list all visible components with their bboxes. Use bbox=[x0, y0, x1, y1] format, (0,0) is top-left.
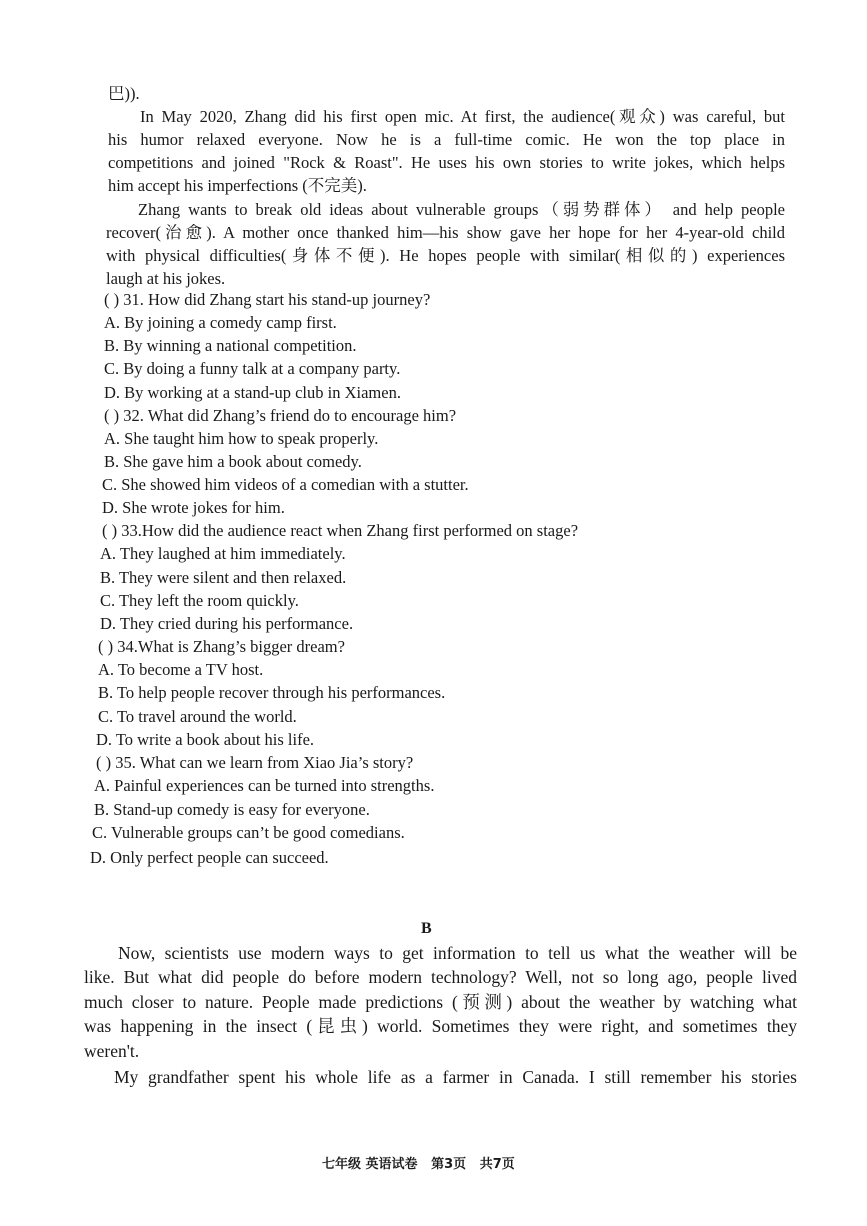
passage-b-p1-line: weren't. bbox=[84, 1041, 140, 1061]
question-31-option-b: B. By winning a national competition. bbox=[104, 336, 357, 355]
passage-fragment: 巴)). bbox=[108, 84, 140, 103]
question-31-option-d: D. By working at a stand-up club in Xiamen. bbox=[104, 383, 401, 402]
section-heading: B bbox=[421, 920, 432, 937]
page-footer: 七年级 英语试卷 第3页 共7页 bbox=[322, 1157, 515, 1172]
question-33-option-c: C. They left the room quickly. bbox=[100, 591, 299, 610]
question-32-option-a: A. She taught him how to speak properly. bbox=[104, 429, 379, 448]
passage-b-p2-line: My grandfather spent his whole life as a farmer in Canada. I still remember his stories bbox=[114, 1067, 797, 1087]
passage-b-p1-line: was happening in the insect (昆虫) world. Sometimes they were right, and sometimes they bbox=[84, 1016, 797, 1036]
passage-a-p2-line: laugh at his jokes. bbox=[106, 269, 226, 288]
question-32-option-c: C. She showed him videos of a comedian with a stutter. bbox=[102, 475, 469, 494]
passage-a-p1-line: him accept his imperfections (不完美). bbox=[108, 176, 367, 195]
passage-a-p1-line: In May 2020, Zhang did his first open mic. At first, the audience(观众) was careful, but bbox=[140, 107, 785, 126]
passage-a-p2-line: with physical difficulties(身体不便). He hopes people with similar(相似的) experiences bbox=[106, 246, 785, 265]
question-34-option-b: B. To help people recover through his performances. bbox=[98, 683, 446, 702]
question-31-option-a: A. By joining a comedy camp first. bbox=[104, 313, 337, 332]
question-32-option-b: B. She gave him a book about comedy. bbox=[104, 452, 362, 471]
question-31: ( ) 31. How did Zhang start his stand-up journey? bbox=[104, 290, 431, 309]
question-34-option-d: D. To write a book about his life. bbox=[96, 730, 315, 749]
passage-a-p1-line: competitions and joined "Rock & Roast". He uses his own stories to write jokes, which helps bbox=[108, 153, 785, 172]
passage-a-p2-line: recover(治愈). A mother once thanked him—his show gave her hope for her 4-year-old child bbox=[106, 223, 785, 242]
question-34: ( ) 34.What is Zhang’s bigger dream? bbox=[98, 637, 345, 656]
passage-b-p1-line: like. But what did people do before modern technology? Well, not so long ago, people lived bbox=[84, 967, 797, 987]
question-33-option-b: B. They were silent and then relaxed. bbox=[100, 568, 347, 587]
question-34-option-a: A. To become a TV host. bbox=[98, 660, 264, 679]
passage-b-p1-line: much closer to nature. People made predictions (预测) about the weather by watching what bbox=[84, 992, 797, 1012]
question-32: ( ) 32. What did Zhang’s friend do to encourage him? bbox=[104, 406, 457, 425]
question-34-option-c: C. To travel around the world. bbox=[98, 707, 297, 726]
question-35-option-c: C. Vulnerable groups can’t be good comedians. bbox=[92, 823, 405, 842]
question-33-option-d: D. They cried during his performance. bbox=[100, 614, 354, 633]
question-35-option-b: B. Stand-up comedy is easy for everyone. bbox=[94, 800, 370, 819]
question-35-option-d: D. Only perfect people can succeed. bbox=[90, 848, 329, 867]
question-35-option-a: A. Painful experiences can be turned into strengths. bbox=[94, 776, 435, 795]
passage-b-p1-line: Now, scientists use modern ways to get information to tell us what the weather will be bbox=[118, 943, 797, 963]
question-31-option-c: C. By doing a funny talk at a company party. bbox=[104, 359, 401, 378]
passage-a-p2-line: Zhang wants to break old ideas about vulnerable groups（弱势群体） and help people bbox=[138, 200, 785, 219]
question-32-option-d: D. She wrote jokes for him. bbox=[102, 498, 285, 517]
question-33-option-a: A. They laughed at him immediately. bbox=[100, 544, 346, 563]
question-35: ( ) 35. What can we learn from Xiao Jia’s story? bbox=[96, 753, 414, 772]
question-33: ( ) 33.How did the audience react when Zhang first performed on stage? bbox=[102, 521, 579, 540]
passage-a-p1-line: his humor relaxed everyone. Now he is a full-time comic. He won the top place in bbox=[108, 130, 785, 149]
